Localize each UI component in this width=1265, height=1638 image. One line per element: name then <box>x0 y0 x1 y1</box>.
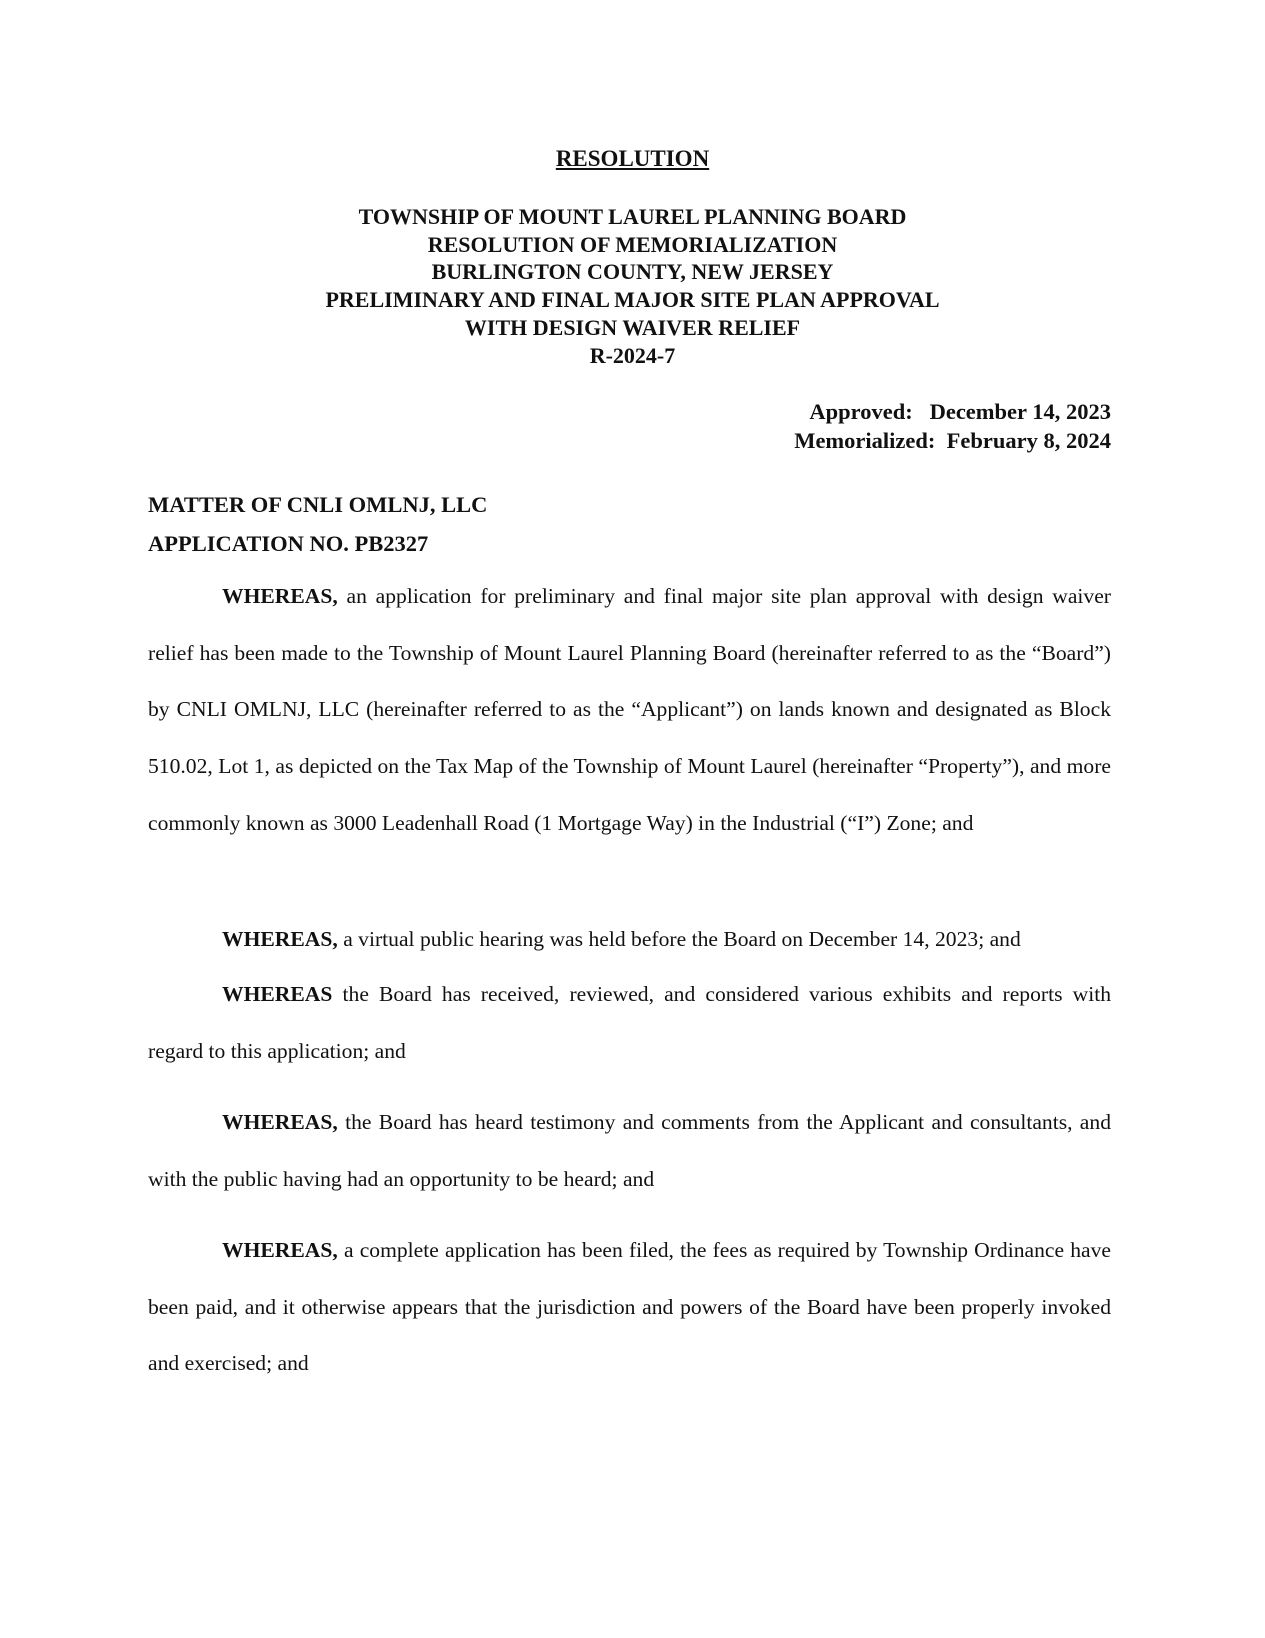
whereas-paragraph <box>148 1222 1111 1392</box>
heading-line-waiver: WITH DESIGN WAIVER RELIEF <box>464 314 801 340</box>
whereas-paragraph <box>148 911 1111 968</box>
heading-line-county: BURLINGTON COUNTY, NEW JERSEY <box>431 259 834 285</box>
whereas-lead: WHEREAS, <box>222 927 338 951</box>
whereas-lead: WHEREAS <box>222 982 333 1006</box>
heading-line-approval-type: PRELIMINARY AND FINAL MAJOR SITE PLAN APPROVAL <box>325 287 940 313</box>
resolution-dates <box>794 398 1111 455</box>
paragraph-text: the Board has heard testimony and comments from the Applicant and consultants, and with the public having had an opportunity to be heard; and <box>148 1110 1111 1191</box>
matter-block <box>148 486 487 563</box>
whereas-paragraph <box>148 568 1111 852</box>
application-number: APPLICATION NO. PB2327 <box>148 530 429 556</box>
heading-line-memorialization: RESOLUTION OF MEMORIALIZATION <box>427 231 838 257</box>
whereas-paragraph <box>148 1094 1111 1207</box>
heading-line-resolution-number: R-2024-7 <box>589 342 676 368</box>
approved-date: Approved: December 14, 2023 <box>809 399 1111 424</box>
whereas-lead: WHEREAS, <box>222 1110 338 1134</box>
paragraph-text: the Board has received, reviewed, and considered various exhibits and reports with regard to this application; and <box>148 982 1111 1063</box>
paragraph-text: an application for preliminary and final major site plan approval with design waiver relief has been made to the Township of Mount Laurel Planning Board (hereinafter referred to as the “Board”) by CNLI OMLNJ, LLC (hereinafter referred to as the “Applicant”) on lands known and designated as Block 510.02, Lot 1, as depicted on the Tax Map of the Township of Mount Laurel (hereinafter “Property”), and more commonly known as 3000 Leadenhall Road (1 Mortgage Way) in the Industrial (“I”) Zone; and <box>148 584 1111 835</box>
whereas-paragraph <box>148 966 1111 1079</box>
paragraph-text: a virtual public hearing was held before the Board on December 14, 2023; and <box>337 927 1021 951</box>
resolution-heading <box>0 203 1265 369</box>
memorialized-date: Memorialized: February 8, 2024 <box>794 427 1111 453</box>
paragraph-text: a complete application has been filed, the fees as required by Township Ordinance have been paid, and it otherwise appears that the jurisdiction and powers of the Board have been properly invoked and exercised; and <box>148 1238 1111 1376</box>
document-title: RESOLUTION <box>555 146 710 171</box>
whereas-lead: WHEREAS, <box>222 1238 338 1262</box>
matter-title: MATTER OF CNLI OMLNJ, LLC <box>148 492 488 517</box>
whereas-lead: WHEREAS, <box>222 584 338 608</box>
heading-line-township: TOWNSHIP OF MOUNT LAUREL PLANNING BOARD <box>358 204 907 229</box>
